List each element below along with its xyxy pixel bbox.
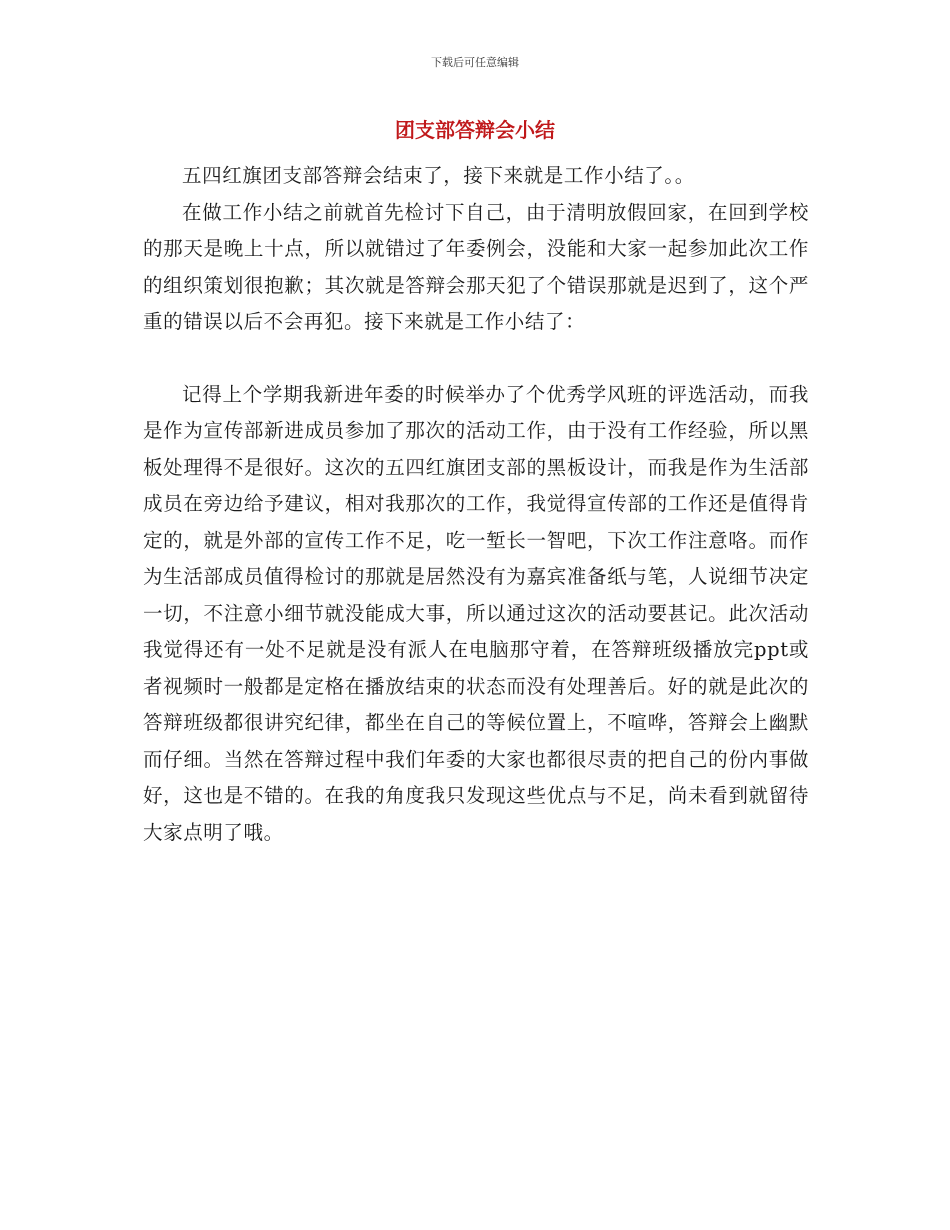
paragraph-intro: 五四红旗团支部答辩会结束了，接下来就是工作小结了。。: [182, 164, 695, 187]
paragraph-self-review: 在做工作小结之前就首先检讨下自己，由于清明放假回家，在回到学校的那天是晚上十点，所以就错过了年委例会，没能和大家一起参加此次工作的组织策划很抱歉；其次就是答辩会那天犯了个错误那就是迟到了，这个严重的错误以后不会再犯。接下来就是工作小结了：: [143, 200, 809, 333]
document-body: [143, 158, 809, 851]
document-title: 团支部答辩会小结: [395, 118, 555, 142]
header-note: 下载后可任意编辑: [431, 56, 519, 69]
paragraph-work-summary: 记得上个学期我新进年委的时候举办了个优秀学风班的评选活动，而我是作为宣传部新进成员参加了那次的活动工作，由于没有工作经验，所以黑板处理得不是很好。这次的五四红旗团支部的黑板设计，而我是作为生活部成员在旁边给予建议，相对我那次的工作，我觉得宣传部的工作还是值得肯定的，就是外部的宣传工作不足，吃一堑长一智吧，下次工作注意咯。而作为生活部成员值得检讨的那就是居然没有为嘉宾准备纸与笔，人说细节决定一切，不注意小细节就没能成大事，所以通过这次的活动要甚记。此次活动我觉得还有一处不足就是没有派人在电脑那守着，在答辩班级播放完ppt或者视频时一般都是定格在播放结束的状态而没有处理善后。好的就是此次的答辩班级都很讲究纪律，都坐在自己的等候位置上，不喧哗，答辩会上幽默而仔细。当然在答辩过程中我们年委的大家也都很尽责的把自己的份内事做好，这也是不错的。在我的角度我只发现这些优点与不足，尚未看到就留待大家点明了哦。: [143, 382, 809, 844]
